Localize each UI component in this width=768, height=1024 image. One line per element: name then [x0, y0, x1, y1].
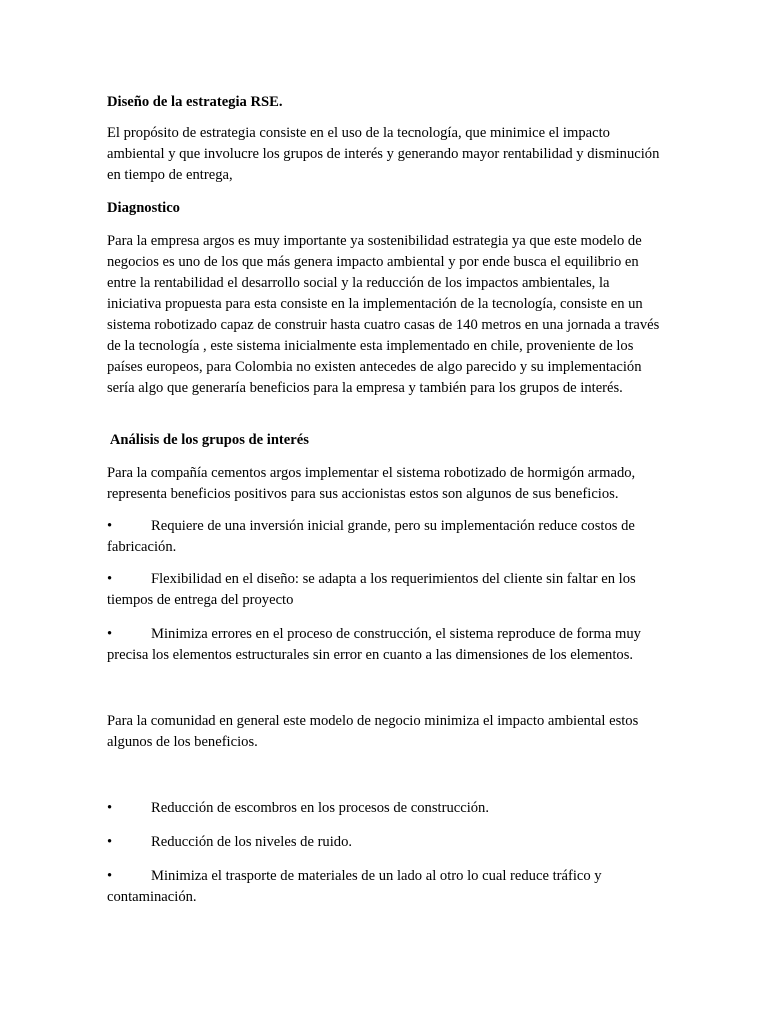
bullet-marker: •: [107, 800, 113, 816]
list-item: [107, 624, 667, 666]
bullet-marker: •: [107, 626, 113, 642]
heading-strategy: Diseño de la estrategia RSE.: [107, 94, 283, 110]
list-item: [107, 516, 667, 558]
bullet-marker: •: [107, 868, 113, 884]
list-item-text: Minimiza el trasporte de materiales de un lado al otro lo cual reduce tráfico y contaminación.: [107, 868, 602, 905]
list-item: [107, 798, 667, 819]
list-item: [107, 832, 667, 853]
list-item-text: Flexibilidad en el diseño: se adapta a los requerimientos del cliente sin faltar en los tiempos de entrega del proyecto: [107, 571, 636, 608]
paragraph-purpose: El propósito de estrategia consiste en el uso de la tecnología, que minimice el impacto ambiental y que involucre los grupos de interés y generando mayor rentabilidad y disminución en tiempo de entrega,: [107, 125, 660, 183]
list-item-text: Reducción de escombros en los procesos de construcción.: [151, 800, 489, 816]
list-item: [107, 866, 667, 908]
list-item: [107, 569, 667, 611]
bullet-marker: •: [107, 518, 113, 534]
paragraph-community: Para la comunidad en general este modelo de negocio minimiza el impacto ambiental estos algunos de los beneficios.: [107, 713, 639, 750]
heading-analysis: Análisis de los grupos de interés: [107, 432, 309, 448]
heading-diagnostic: Diagnostico: [107, 200, 180, 216]
list-item-text: Minimiza errores en el proceso de construcción, el sistema reproduce de forma muy precisa los elementos estructurales sin error en cuanto a las dimensiones de los elementos.: [107, 626, 641, 663]
list-item-text: Requiere de una inversión inicial grande, pero su implementación reduce costos de fabricación.: [107, 518, 635, 555]
paragraph-shareholders: Para la compañía cementos argos implementar el sistema robotizado de hormigón armado, representa beneficios positivos para sus accionistas estos son algunos de sus beneficios.: [107, 465, 636, 502]
bullet-marker: •: [107, 834, 113, 850]
list-item-text: Reducción de los niveles de ruido.: [151, 834, 353, 850]
bullet-marker: •: [107, 571, 113, 587]
paragraph-diagnostic: Para la empresa argos es muy importante ya sostenibilidad estrategia ya que este modelo de negocios es uno de los que más genera impacto ambiental y por ende busca el equilibrio en entre la rentabilidad el desarrollo social y la reducción de los impactos ambientales, la iniciativa propuesta para esta consiste en la implementación de la tecnología, consiste en un sistema robotizado capaz de construir hasta cuatro casas de 140 metros en una jornada a través de la tecnología , este sistema inicialmente esta implementado en chile, proveniente de los países europeos, para Colombia no existen antecedes de algo parecido y su implementación sería algo que generaría beneficios para la empresa y también para los grupos de interés.: [107, 233, 660, 396]
